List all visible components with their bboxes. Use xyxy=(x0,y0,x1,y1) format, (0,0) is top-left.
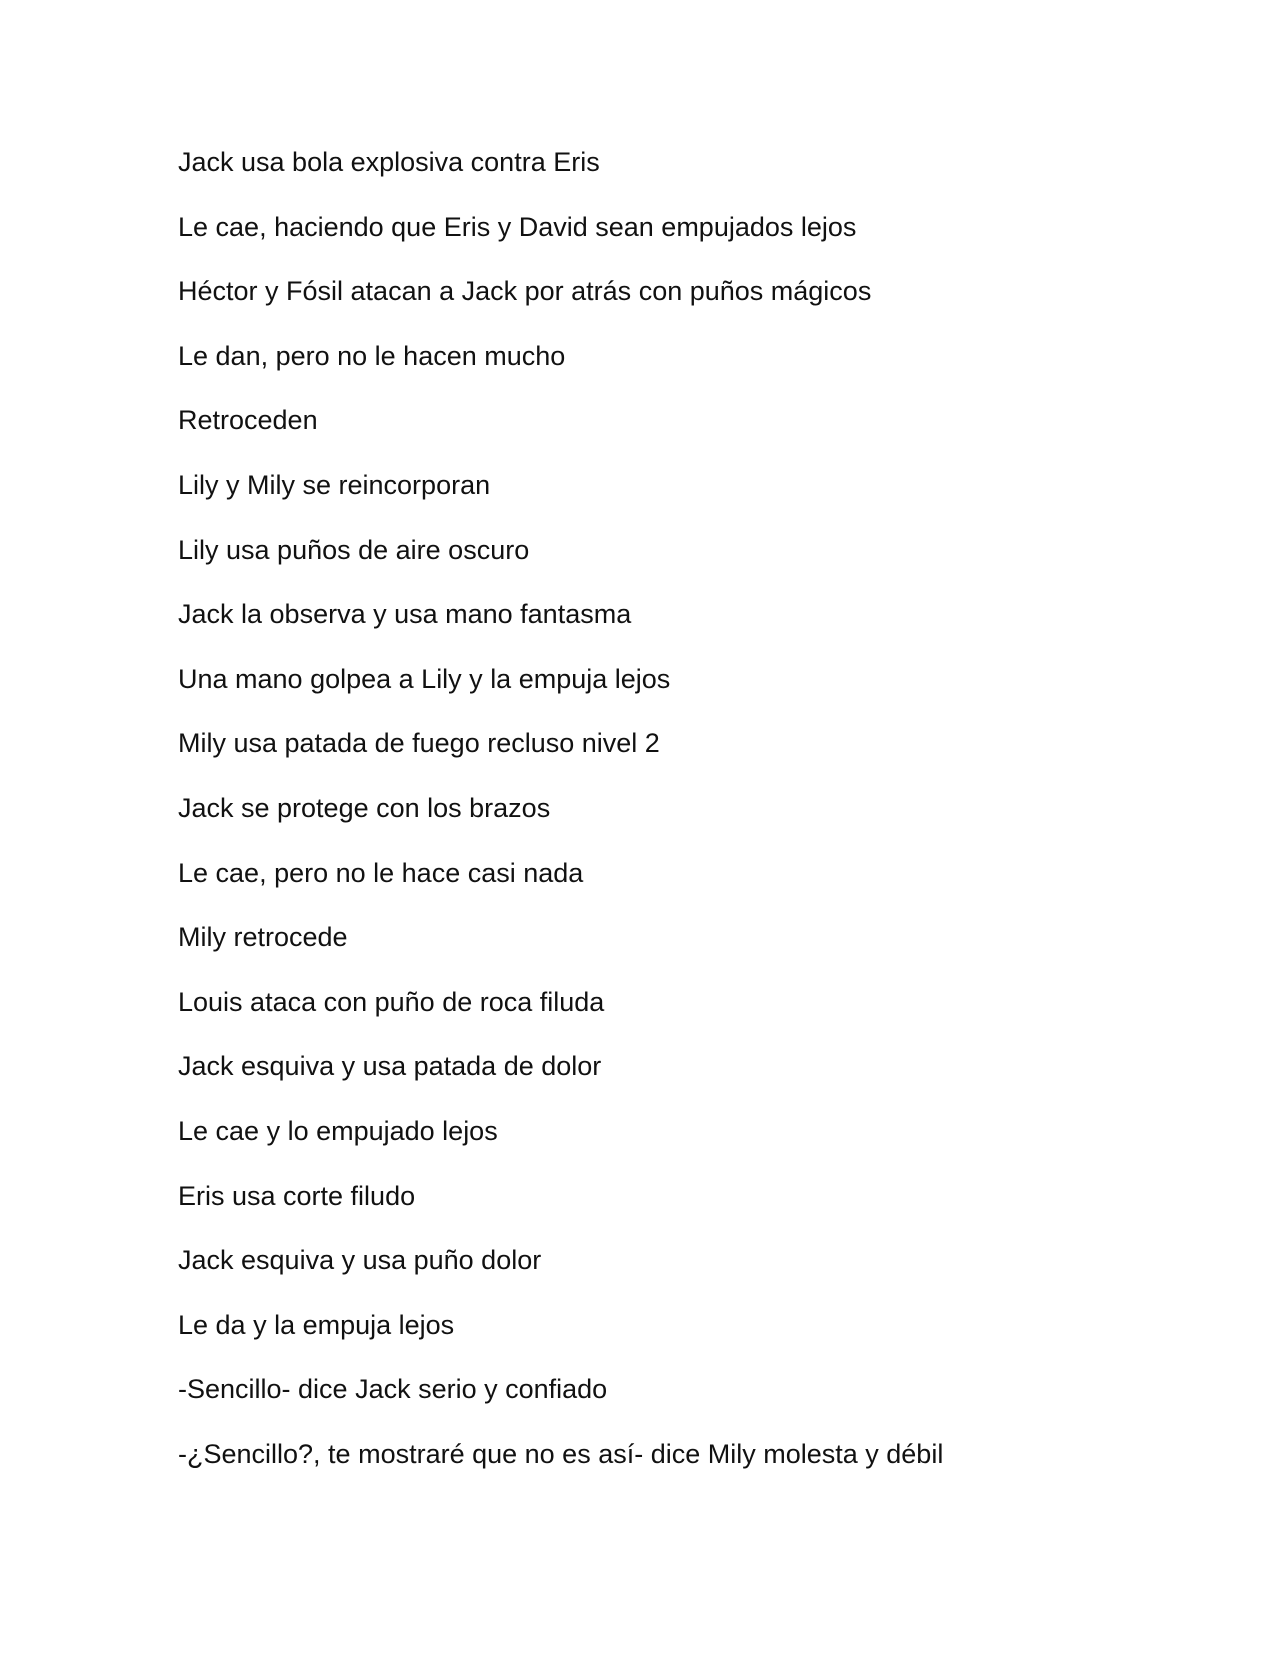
text-line: Mily usa patada de fuego recluso nivel 2 xyxy=(178,728,660,759)
document-body xyxy=(178,145,943,1501)
text-line: Le cae y lo empujado lejos xyxy=(178,1115,498,1146)
text-line: Le cae, pero no le hace casi nada xyxy=(178,857,584,888)
text-line: Jack esquiva y usa patada de dolor xyxy=(178,1051,602,1082)
text-line: Le dan, pero no le hacen mucho xyxy=(178,340,566,371)
text-line: -Sencillo- dice Jack serio y confiado xyxy=(178,1374,608,1405)
text-line: Le cae, haciendo que Eris y David sean empujados lejos xyxy=(178,211,857,242)
text-line: Louis ataca con puño de roca filuda xyxy=(178,986,605,1017)
text-line: Lily y Mily se reincorporan xyxy=(178,469,491,500)
text-line: Le da y la empuja lejos xyxy=(178,1309,455,1340)
text-line: Una mano golpea a Lily y la empuja lejos xyxy=(178,663,671,694)
text-line: Jack usa bola explosiva contra Eris xyxy=(178,147,600,177)
text-line: Lily usa puños de aire oscuro xyxy=(178,534,530,565)
text-line: Eris usa corte filudo xyxy=(178,1180,416,1211)
text-line: Jack la observa y usa mano fantasma xyxy=(178,599,632,630)
text-line: Mily retrocede xyxy=(178,922,348,953)
text-line: -¿Sencillo?, te mostraré que no es así- dice Mily molesta y débil xyxy=(178,1438,944,1469)
text-line: Retroceden xyxy=(178,405,318,436)
text-line: Héctor y Fósil atacan a Jack por atrás con puños mágicos xyxy=(178,276,872,307)
text-line: Jack esquiva y usa puño dolor xyxy=(178,1245,542,1276)
text-line: Jack se protege con los brazos xyxy=(178,792,551,823)
